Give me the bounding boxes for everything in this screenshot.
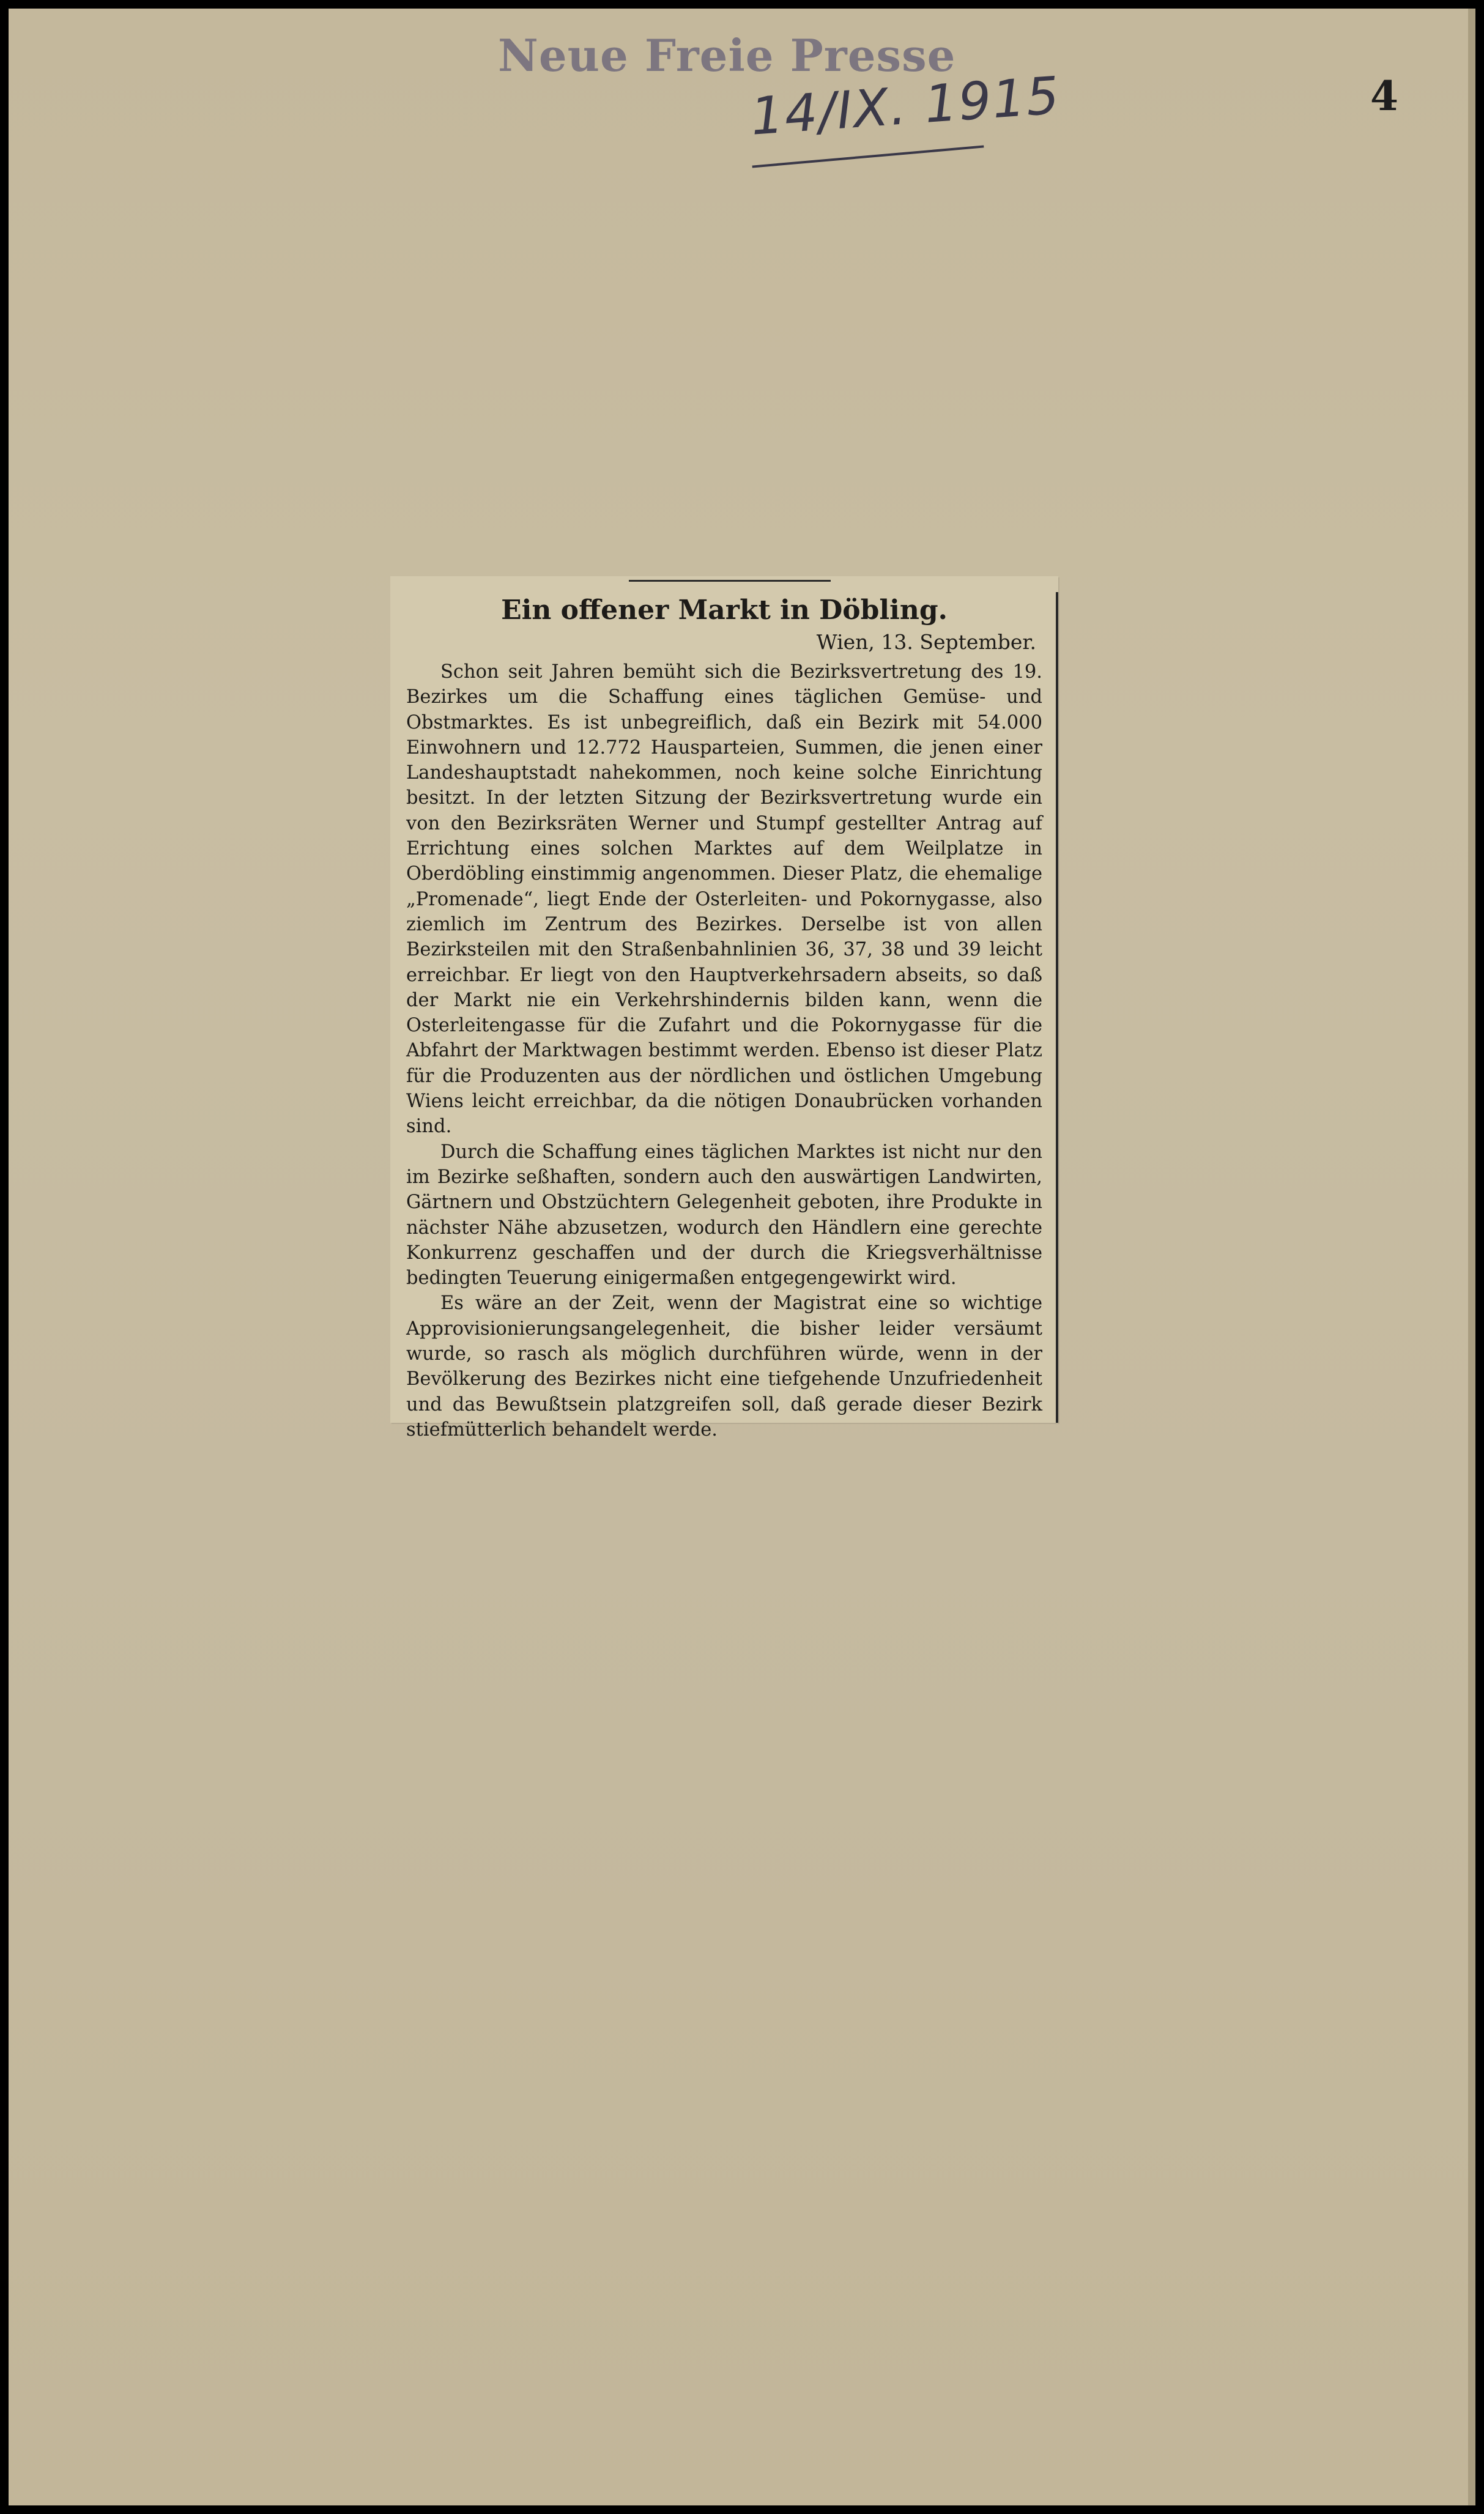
clipping-column-rule [1056,592,1058,1423]
date-underline [752,145,984,168]
article-paragraph: Schon seit Jahren bemüht sich die Bezirksvertretung des 19. Bezirkes um die Schaffung eines täglichen Gemüse- und Obstmarktes. Es ist unbegreiflich, daß ein Bezirk mit 54.000 Einwohnern und 12.772 Hausparteien, Summen, die jenen einer Landeshauptstadt nahekommen, noch keine solche Einrichtung besitzt. In der letzten Sitzung der Bezirksvertretung wurde ein von den Bezirksräten Werner und Stumpf gestellter Antrag auf Errichtung eines solchen Marktes auf dem Weilplatze in Oberdöbling einstimmig angenommen. Dieser Platz, die ehemalige „Promenade“, liegt Ende der Osterleiten- und Pokornygasse, also ziemlich im Zentrum des Bezirkes. Derselbe ist von allen Bezirksteilen mit den Straßenbahnlinien 36, 37, 38 und 39 leicht erreichbar. Er liegt von den Hauptverkehrsadern abseits, so daß der Markt nie ein Verkehrshindernis bilden kann, wenn die Osterleitengasse für die Zufahrt und die Pokornygasse für die Abfahrt der Marktwagen bestimmt werden. Ebenso ist dieser Platz für die Produzenten aus der nördlichen und östlichen Umgebung Wiens leicht erreichbar, da die nötigen Donaubrücken vorhanden sind. [406,661,1042,1138]
article-paragraph: Es wäre an der Zeit, wenn der Magistrat eine so wichtige Approvisionierungsangelegenheit, die bisher leider versäumt wurde, so rasch als möglich durchführen würde, wenn in der Bevölkerung des Bezirkes nicht eine tiefgehende Unzufriedenheit und das Bewußtsein platzgreifen soll, daß gerade dieser Bezirk stiefmütterlich behandelt werde. [406,1292,1042,1441]
sheet-edge [1468,9,1475,2505]
article-headline: Ein offener Markt in Döbling. [501,595,948,626]
article-dateline: Wien, 13. September. [816,630,1036,654]
newspaper-clipping [390,576,1058,1441]
page-number: 4 [1370,72,1398,120]
article-paragraph: Durch die Schaffung eines täglichen Marktes ist nicht nur den im Bezirke seßhaften, sondern auch den auswärtigen Landwirten, Gärtnern und Obstzüchtern Gelegenheit geboten, ihre Produkte in nächster Nähe abzusetzen, wodurch den Händlern eine gerechte Konkurrenz geschaffen und der durch die Kriegsverhältnisse bedingten Teuerung einigermaßen entgegengewirkt wird. [406,1141,1042,1289]
newspaper-stamp: Neue Freie Presse [498,29,956,81]
handwritten-date: 14/IX. 1915 [749,65,1063,147]
clipping-top-rule [629,580,831,582]
clipping-article [406,592,1042,1442]
archive-sheet [9,9,1475,2505]
